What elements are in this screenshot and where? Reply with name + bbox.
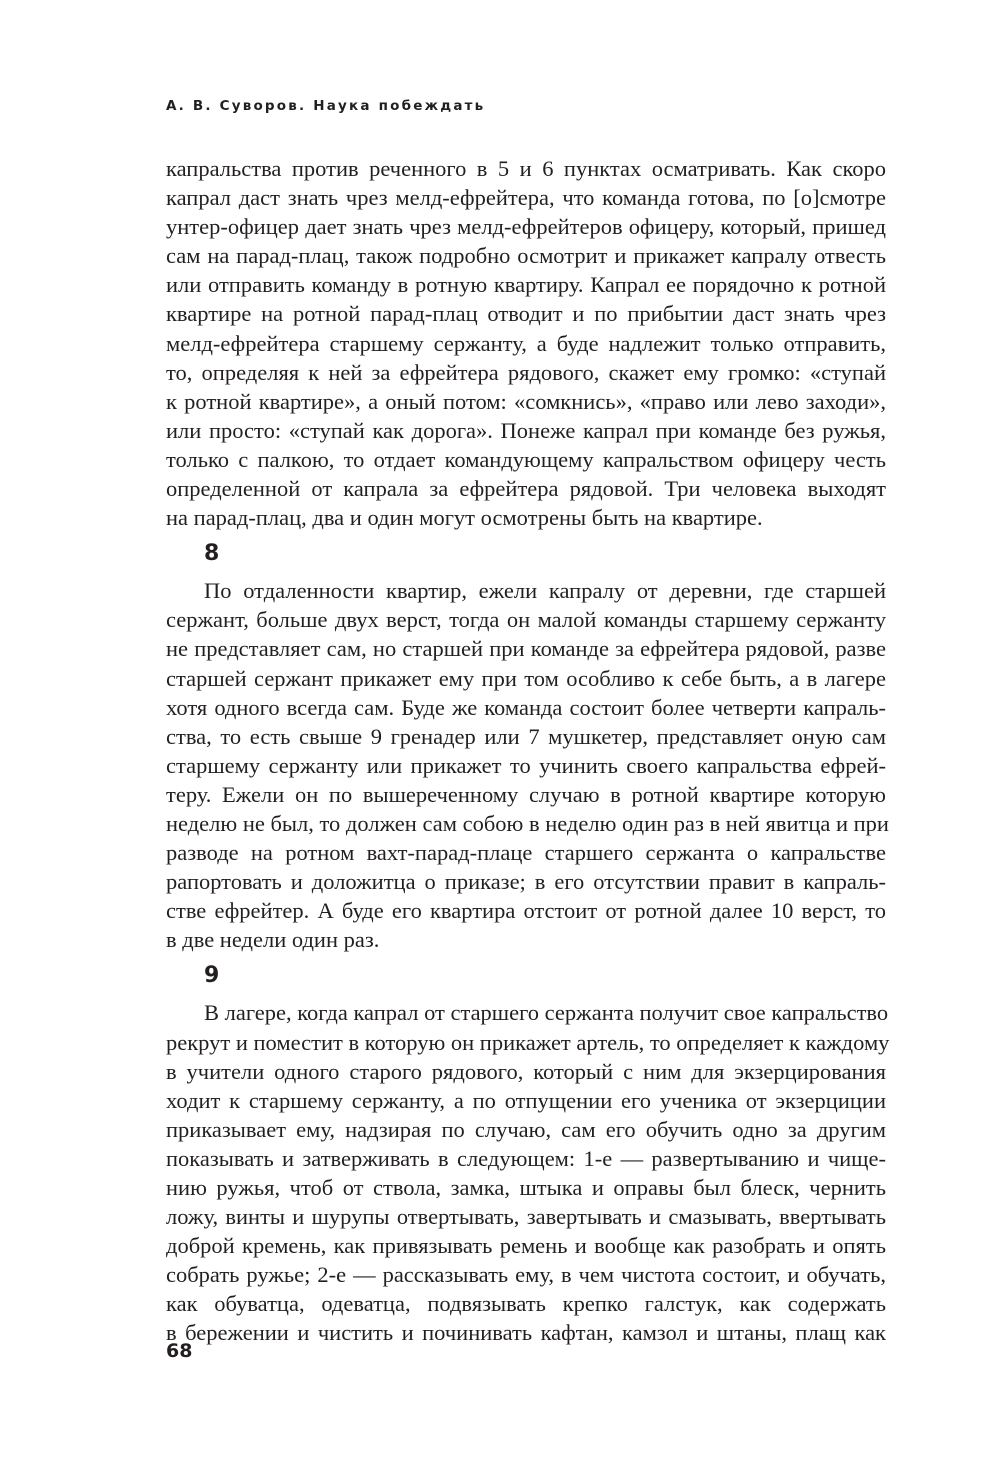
text-line: разводе на ротном вахт-парад-плаце старшего сержанта о капральстве — [166, 840, 886, 866]
running-head: А. В. Суворов. Наука побеждать — [166, 98, 486, 114]
text-line: или просто: «ступай как дорога». Понеже капрал при команде без ружья, — [166, 417, 886, 443]
section-8 — [166, 532, 889, 954]
text-line: собрать ружье; 2-е — рассказывать ему, в чем чистота состоит, и обучать, — [166, 1262, 886, 1288]
text-line: мелд-ефрейтера старшему сержанту, а буде надлежит только отправить, — [166, 330, 886, 356]
section-number: 8 — [204, 541, 220, 567]
text-line: капральства против реченного в 5 и 6 пунктах осматривать. Как скоро — [166, 156, 886, 181]
text-line: только с палкою, то отдает командующему капральством офицеру честь — [166, 446, 886, 472]
text-line: то, определяя к ней за ефрейтера рядового, скажет ему громко: «ступай — [166, 359, 886, 385]
text-line: В лагере, когда капрал от старшего сержанта получит свое капральство — [204, 1000, 889, 1026]
text-line: в учители одного старого рядового, который с ним для экзерцирования — [166, 1058, 886, 1084]
text-line: нию ружья, чтоб от ствола, замка, штыка и оправы был блеск, чернить — [166, 1175, 886, 1200]
text-line: ства, то есть свыше 9 гренадер или 7 мушкетер, представляет оную сам — [166, 723, 886, 749]
section-number: 9 — [204, 963, 220, 989]
text-line: сам на парад-плац, також подробно осмотрит и прикажет капралу отвесть — [166, 243, 886, 269]
text-line: как обуватца, одеватца, подвязывать крепко галстук, как содержать — [166, 1291, 886, 1317]
text-line: показывать и затверживать в следующем: 1-е — развертыванию и чище- — [166, 1145, 886, 1171]
text-line: сержант, больше двух верст, тогда он малой команды старшему сержанту — [166, 607, 886, 633]
text-line: на парад-плац, два и один могут осмотрены быть на квартире. — [166, 505, 763, 531]
page-body — [166, 154, 890, 1348]
text-line: не представляет сам, но старшей при команде за ефрейтера рядовой, разве — [166, 636, 886, 662]
section-9 — [166, 954, 890, 1347]
paragraph-continued — [166, 154, 886, 532]
text-line: доброй кремень, как привязывать ремень и вообще как разобрать и опять — [166, 1233, 886, 1259]
text-line: определенной от капрала за ефрейтера рядовой. Три человека выходят — [166, 476, 886, 502]
text-line: к ротной квартире», а оный потом: «сомкнись», «право или лево заходи», — [166, 388, 886, 414]
text-line: хотя одного всегда сам. Буде же команда состоит более четверти капраль- — [166, 694, 886, 720]
text-line: теру. Ежели он по вышереченному случаю в ротной квартире которую — [166, 781, 886, 807]
text-line: в бережении и чистить и починивать кафтан, камзол и штаны, плащ как — [166, 1320, 886, 1346]
text-line: капрал даст знать чрез мелд-ефрейтера, что команда готова, по [о]смотре — [166, 185, 886, 211]
text-line: По отдаленности квартир, ежели капралу от деревни, где старшей — [204, 578, 886, 604]
text-line: рекрут и поместит в которую он прикажет артель, то определяет к каждому — [166, 1029, 890, 1055]
text-line: ложу, винты и шурупы отвертывать, завертывать и смазывать, ввертывать — [166, 1204, 886, 1230]
text-line: приказывает ему, надзирая по случаю, сам его обучить одно за другим — [166, 1116, 886, 1142]
page-number: 68 — [166, 1340, 193, 1362]
text-line: неделю не был, то должен сам собою в неделю один раз в ней явитца и при — [166, 810, 889, 836]
text-line: квартире на ротной парад-плац отводит и по прибытии даст знать чрез — [166, 301, 886, 327]
text-line: унтер-офицер дает знать чрез мелд-ефрейтеров офицеру, который, пришед — [166, 214, 886, 240]
text-line: старшей сержант прикажет ему при том особливо к себе быть, а в лагере — [166, 665, 886, 691]
text-line: старшему сержанту или прикажет то учинить своего капральства ефрей- — [166, 752, 886, 778]
text-line: ходит к старшему сержанту, а по отпущении его ученика от экзерциции — [166, 1087, 886, 1113]
text-line: стве ефрейтер. А буде его квартира отстоит от ротной далее 10 верст, то — [166, 898, 886, 924]
text-line: или отправить команду в ротную квартиру. Капрал ее порядочно к ротной — [166, 272, 886, 298]
text-line: рапортовать и доложитца о приказе; в его отсутствии правит в капраль- — [166, 869, 886, 895]
text-line: в две недели один раз. — [166, 927, 380, 953]
